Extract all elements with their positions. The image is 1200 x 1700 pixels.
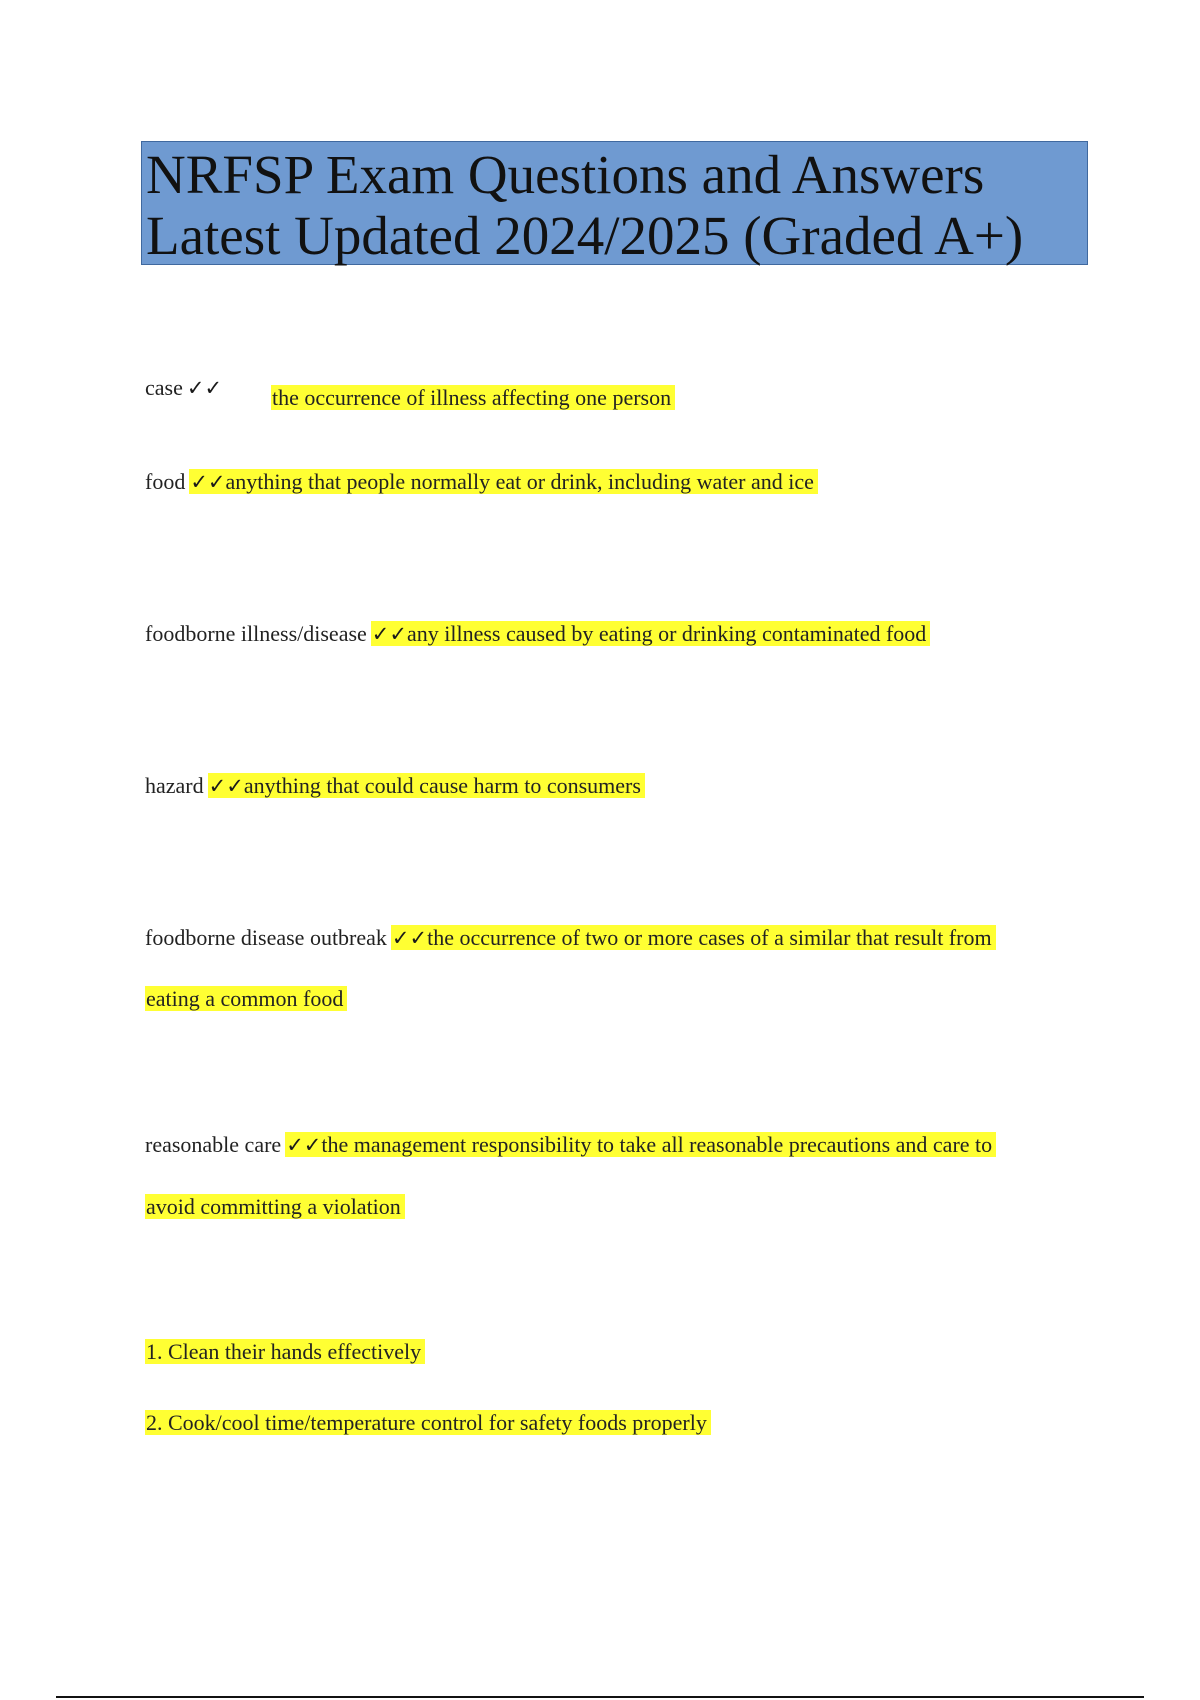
double-check-icon: ✓✓ bbox=[208, 774, 244, 798]
term-label: hazard bbox=[145, 773, 204, 798]
entry-reasonable-care bbox=[145, 1130, 996, 1160]
list-item bbox=[145, 1408, 711, 1438]
definition-text: the occurrence of two or more cases of a similar that result from bbox=[427, 925, 992, 950]
double-check-icon: ✓✓ bbox=[190, 470, 226, 494]
definition-text: any illness caused by eating or drinking contaminated food bbox=[407, 621, 927, 646]
entry-case bbox=[145, 373, 222, 403]
double-check-icon: ✓✓ bbox=[391, 926, 428, 950]
document-title bbox=[141, 141, 1088, 265]
term-label: food bbox=[145, 469, 186, 494]
entry-hazard bbox=[145, 771, 645, 801]
term-label: reasonable care bbox=[145, 1132, 282, 1157]
entry-food bbox=[145, 467, 818, 497]
entry-reasonable-care-continued bbox=[145, 1192, 405, 1222]
term-label: foodborne disease outbreak bbox=[145, 925, 387, 950]
double-check-icon: ✓✓ bbox=[286, 1133, 322, 1157]
entry-foodborne-outbreak bbox=[145, 923, 996, 953]
definition-case bbox=[271, 383, 675, 413]
title-line-1: NRFSP Exam Questions and Answers bbox=[146, 144, 985, 205]
term-label: case bbox=[145, 375, 183, 400]
list-item-text: 1. Clean their hands effectively bbox=[145, 1339, 425, 1364]
definition-text: anything that could cause harm to consumers bbox=[243, 773, 641, 798]
footer-divider bbox=[56, 1696, 1144, 1698]
definition-text: anything that people normally eat or drink, including water and ice bbox=[225, 469, 814, 494]
title-line-2: Latest Updated 2024/2025 (Graded A+) bbox=[146, 205, 1024, 266]
term-label: foodborne illness/disease bbox=[145, 621, 367, 646]
list-item-text: 2. Cook/cool time/temperature control for safety foods properly bbox=[145, 1410, 711, 1435]
definition-text: the management responsibility to take all reasonable precautions and care to bbox=[321, 1132, 993, 1157]
double-check-icon: ✓✓ bbox=[371, 622, 407, 646]
double-check-icon: ✓✓ bbox=[186, 376, 223, 400]
definition-text: the occurrence of illness affecting one person bbox=[271, 385, 675, 410]
list-item bbox=[145, 1337, 425, 1367]
definition-continuation: eating a common food bbox=[145, 986, 347, 1011]
entry-foodborne-illness bbox=[145, 619, 930, 649]
definition-continuation: avoid committing a violation bbox=[145, 1194, 405, 1219]
entry-foodborne-outbreak-continued bbox=[145, 984, 347, 1014]
